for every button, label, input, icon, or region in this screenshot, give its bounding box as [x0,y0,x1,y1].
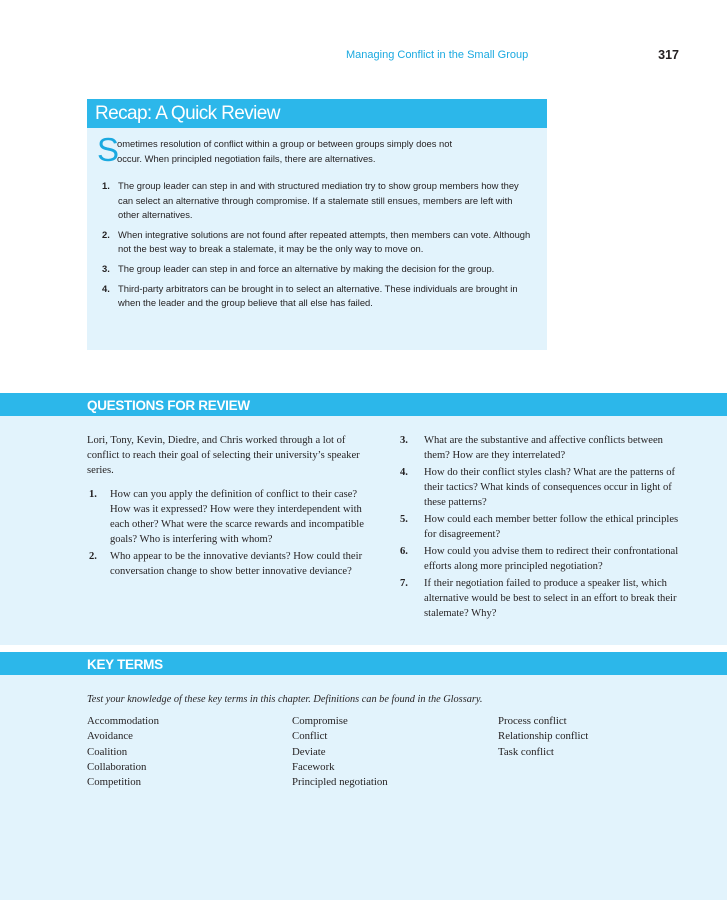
question-item [87,487,365,547]
question-list [400,433,690,621]
question-list [87,487,365,579]
key-term: Collaboration [87,760,147,773]
question-number: 3. [400,435,408,446]
recap-item [99,179,533,223]
key-term: Task conflict [498,745,554,758]
recap-item-number: 3. [102,262,110,274]
recap-item-text: The group leader can step in and with structured mediation try to show group members how they can select an alternative through compromise. If a stalemate still ensues, members are left with other alternatives. [118,180,519,221]
key-term: Relationship conflict [498,730,589,743]
key-term: Principled negotiation [292,776,388,789]
recap-item-text: Third-party arbitrators can be brought in to select an alternative. These individuals are brought in when the leader and the group believe that all else has failed. [118,282,518,309]
question-item [400,465,690,510]
key-term: Facework [292,760,335,773]
question-item [400,576,690,621]
recap-title: Recap: A Quick Review [87,99,547,128]
key-term: Accommodation [87,715,159,727]
recap-list [99,179,533,316]
question-number: 5. [400,514,408,525]
questions-right-column [400,433,690,623]
key-terms-intro: Test your knowledge of these key terms in this chapter. Definitions can be found in the Glossary. [87,694,483,705]
question-text: If their negotiation failed to produce a speaker list, which alternative would be best to select in an effort to break their stalemate? Why? [424,578,677,619]
question-text: How can you apply the definition of conflict to their case? How was it expressed? How were they interdependent with each other? What were the scarce rewards and incompatible goals? Who is interfering with whom? [110,489,364,545]
questions-title: QUESTIONS FOR REVIEW [0,393,727,416]
key-terms-column-1 [87,714,159,790]
recap-item-text: The group leader can step in and force an alternative by making the decision for the group. [118,262,495,274]
page-number: 317 [658,48,679,62]
question-number: 1. [89,489,97,500]
recap-item-number: 4. [102,282,110,294]
question-item [400,544,690,574]
questions-left-column [87,433,365,581]
recap-item [99,282,533,311]
question-item [87,549,365,579]
key-terms-column-3 [498,714,588,760]
questions-section [0,393,727,645]
recap-item-number: 2. [102,228,110,240]
key-terms-column-2 [292,714,388,790]
recap-box [87,99,547,350]
question-text: What are the substantive and affective conflicts between them? How are they interrelated? [424,435,663,461]
key-term: Deviate [292,745,326,758]
question-number: 7. [400,578,408,589]
key-term: Conflict [292,730,328,743]
recap-item [99,262,533,277]
key-term: Coalition [87,745,128,758]
question-text: How could you advise them to redirect their confrontational efforts along more principled negotiation? [424,546,679,572]
recap-item-number: 1. [102,180,110,191]
question-text: How do their conflict styles clash? What are the patterns of their tactics? What kinds of consequences occur in light of these patterns? [424,467,676,508]
recap-intro [97,131,533,168]
key-terms-title: KEY TERMS [0,652,727,675]
key-terms-section [0,652,727,900]
question-number: 4. [400,467,408,478]
recap-intro-line: ometimes resolution of conflict within a group or between groups simply does not [117,138,453,149]
question-text: How could each member better follow the ethical principles for disagreement? [424,514,679,540]
drop-cap: S [97,131,120,168]
question-item [400,512,690,542]
key-term: Avoidance [87,730,133,743]
question-item [400,433,690,463]
key-term: Competition [87,776,141,789]
recap-item [99,228,533,257]
recap-intro-line: occur. When principled negotiation fails, there are alternatives. [117,152,376,164]
question-text: Who appear to be the innovative deviants? How could their conversation change to show better innovative deviance? [110,551,363,577]
key-term: Process conflict [498,715,567,727]
question-number: 6. [400,546,408,557]
questions-intro: Lori, Tony, Kevin, Diedre, and Chris worked through a lot of conflict to reach their goal of selecting their university’s speaker series. [87,435,360,476]
question-number: 2. [89,551,97,562]
key-term: Compromise [292,715,348,727]
recap-item-text: When integrative solutions are not found after repeated attempts, then members can vote. Although not the best way to break a stalemate, it may be the only way to move on. [118,228,531,255]
running-header: Managing Conflict in the Small Group [346,49,529,61]
